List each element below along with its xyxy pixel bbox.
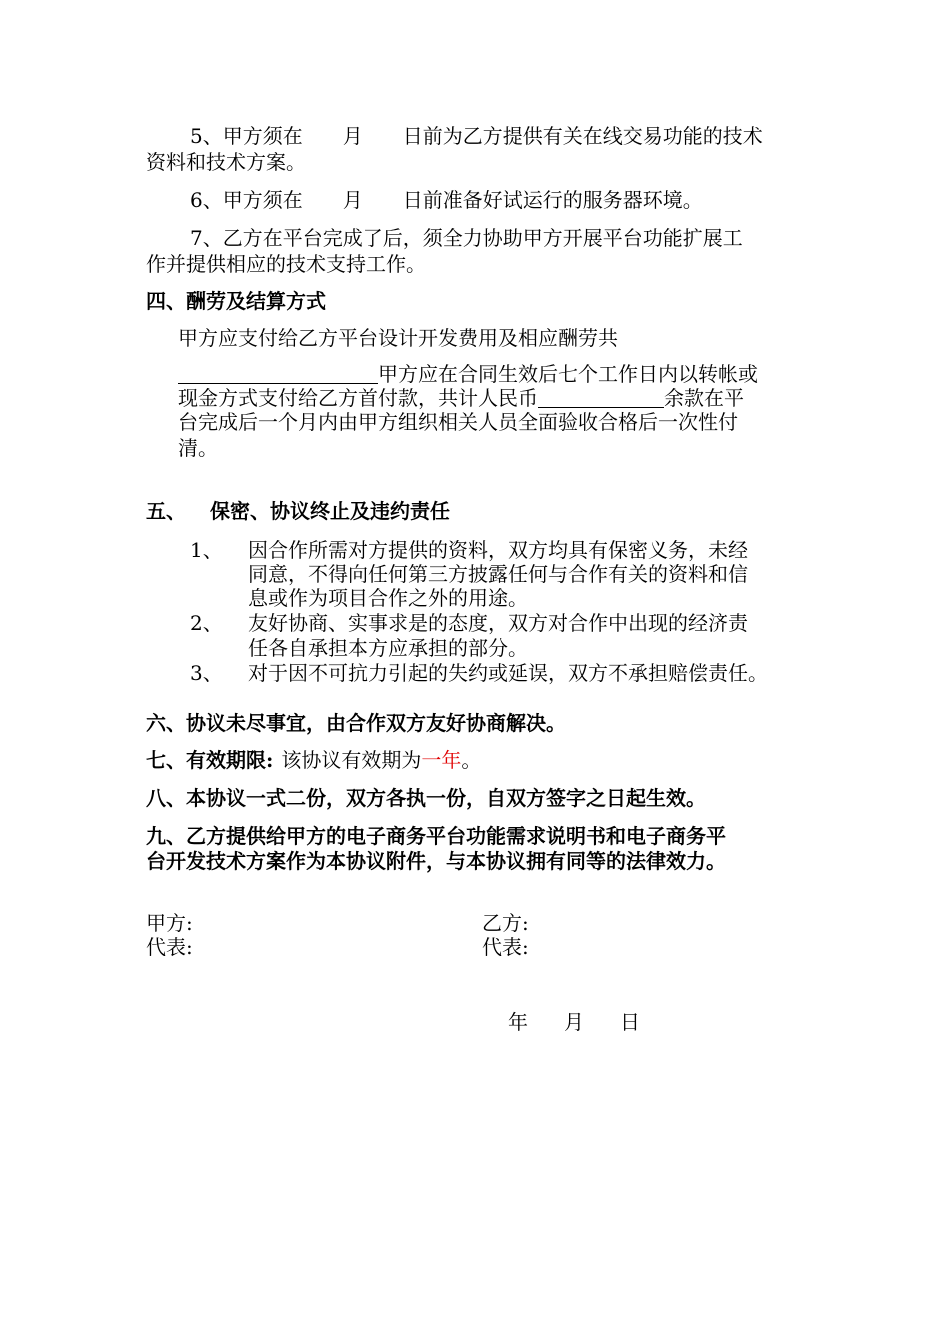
section-5-item-2-line-2: 任各自承担本方应承担的部分。 (248, 636, 528, 660)
clause-5-line-1: 5、甲方须在 月 日前为乙方提供有关在线交易功能的技术 (190, 124, 763, 148)
section-7: 七、有效期限: 该协议有效期为一年。 (146, 748, 482, 772)
section-5-item-1-line-2: 同意，不得向任何第三方披露任何与合作有关的资料和信 (248, 562, 748, 586)
section-4-line-1: 甲方应支付给乙方平台设计开发费用及相应酬劳共 (178, 326, 618, 350)
party-a-representative-label: 代表: (146, 935, 193, 959)
section-9-line-1: 九、乙方提供给甲方的电子商务平台功能需求说明书和电子商务平 (146, 824, 726, 848)
clause-5-line-2: 资料和技术方案。 (146, 150, 306, 174)
section-4-heading: 四、酬劳及结算方式 (146, 289, 326, 313)
section-9-line-2: 台开发技术方案作为本协议附件，与本协议拥有同等的法律效力。 (146, 849, 726, 873)
down-payment-blank (538, 387, 664, 408)
section-5-heading: 五、 保密、协议终止及违约责任 (146, 499, 450, 523)
section-4-line-5: 清。 (178, 436, 218, 460)
section-4-line-2: 甲方应在合同生效后七个工作日内以转帐或 (178, 362, 758, 386)
section-4-line-3: 现金方式支付给乙方首付款，共计人民币 余款在平 (178, 386, 744, 410)
validity-term: 一年 (421, 748, 462, 772)
section-5-item-1-line-3: 息或作为项目合作之外的用途。 (248, 586, 528, 610)
section-4-line-4: 台完成后一个月内由甲方组织相关人员全面验收合格后一次性付 (178, 410, 738, 434)
section-5-item-1-number: 1、 (190, 538, 223, 562)
signing-date: 年 月 日 (508, 1010, 640, 1034)
section-5-item-2-number: 2、 (190, 611, 223, 635)
party-b-label: 乙方: (482, 911, 529, 935)
section-5-item-1-line-1: 因合作所需对方提供的资料，双方均具有保密义务，未经 (248, 538, 748, 562)
amount-blank (178, 363, 378, 384)
section-5-item-3-line-1: 对于因不可抗力引起的失约或延误，双方不承担赔偿责任。 (248, 661, 768, 685)
section-5-item-3-number: 3、 (190, 661, 223, 685)
section-8: 八、本协议一式二份，双方各执一份，自双方签字之日起生效。 (146, 786, 706, 810)
party-a-label: 甲方: (146, 911, 193, 935)
clause-6: 6、甲方须在 月 日前准备好试运行的服务器环境。 (190, 188, 703, 212)
party-b-representative-label: 代表: (482, 935, 529, 959)
section-5-item-2-line-1: 友好协商、实事求是的态度，双方对合作中出现的经济责 (248, 611, 748, 635)
section-6: 六、协议未尽事宜，由合作双方友好协商解决。 (146, 711, 566, 735)
clause-7-line-1: 7、乙方在平台完成了后，须全力协助甲方开展平台功能扩展工 (190, 226, 743, 250)
clause-7-line-2: 作并提供相应的技术支持工作。 (146, 252, 426, 276)
